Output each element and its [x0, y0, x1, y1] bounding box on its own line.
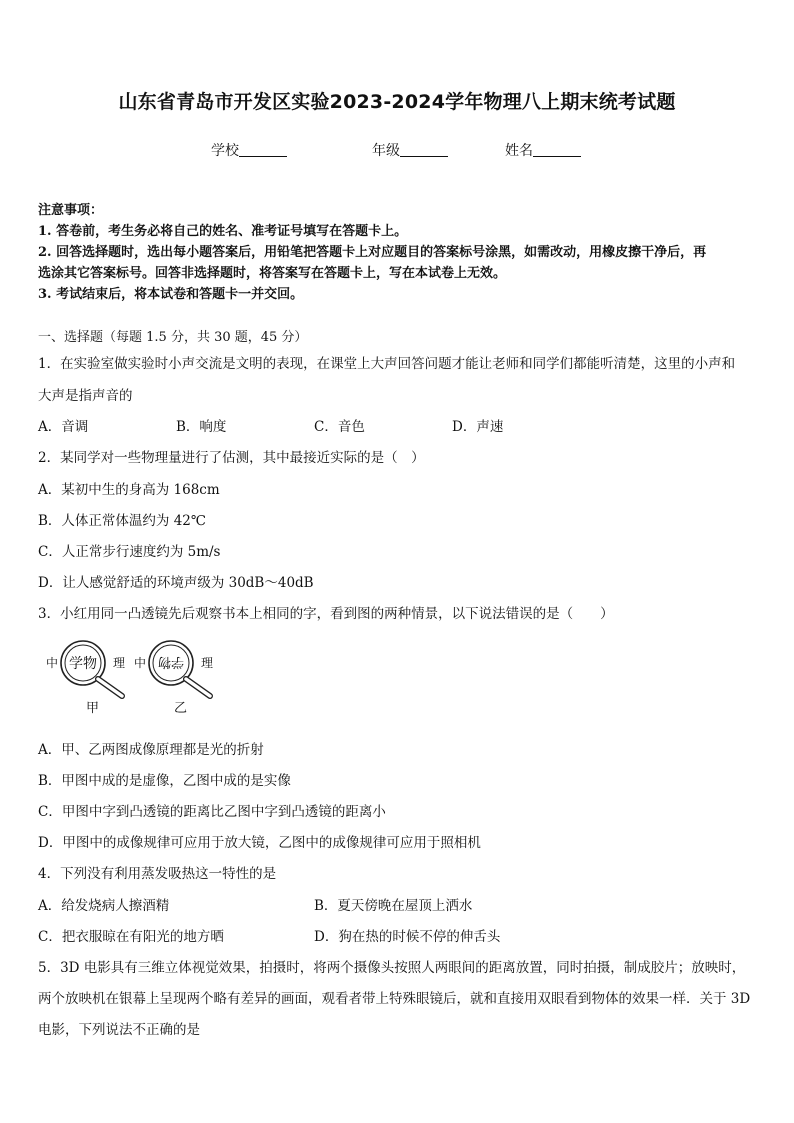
q4-option-b[interactable]: B．夏天傍晚在屋顶上洒水 [314, 898, 473, 914]
q1-option-a[interactable]: A．音调 [38, 419, 89, 435]
name-blank[interactable] [533, 142, 581, 157]
q4-option-c[interactable]: C．把衣服晾在有阳光的地方晒 [38, 929, 224, 945]
magnifier-right [134, 641, 213, 716]
grade-label: 年级 [372, 143, 400, 159]
question-5-stem-cont: 电影，下列说法不正确的是 [38, 1022, 200, 1038]
notice-heading: 注意事项： [38, 203, 104, 218]
magnifier-figure [40, 636, 230, 718]
char-outer-left: 中 [134, 656, 147, 670]
name-label: 姓名 [505, 143, 533, 159]
section-heading: 一、选择题（每题 1.5 分，共 30 题，45 分） [38, 330, 308, 345]
char-outer-left: 中 [46, 656, 59, 670]
q2-option-c[interactable]: C．人正常步行速度约为 5m/s [38, 544, 221, 560]
notice-item: 选涂其它答案标号。回答非选择题时，将答案写在答题卡上，写在本试卷上无效。 [38, 266, 507, 281]
inverted-text: 学物 [157, 654, 185, 669]
question-2-stem: 2．某同学对一些物理量进行了估测，其中最接近实际的是（ ） [38, 450, 425, 466]
q3-option-a[interactable]: A．甲、乙两图成像原理都是光的折射 [38, 742, 264, 758]
school-blank[interactable] [239, 142, 287, 157]
school-field[interactable] [211, 140, 287, 160]
q3-option-c[interactable]: C．甲图中字到凸透镜的距离比乙图中字到凸透镜的距离小 [38, 804, 386, 820]
q1-option-d[interactable]: D．声速 [452, 419, 504, 435]
q3-option-d[interactable]: D．甲图中的成像规律可应用于放大镜，乙图中的成像规律可应用于照相机 [38, 835, 481, 851]
question-1-stem-cont: 大声是指声音的 [38, 388, 133, 404]
question-5-stem-cont: 两个放映机在银幕上呈现两个略有差异的画面，观看者带上特殊眼镜后，就和直接用双眼看到物体的效果一样．关于 3D [38, 991, 751, 1007]
notice-item: 1. 答卷前，考生务必将自己的姓名、准考证号填写在答题卡上。 [38, 224, 408, 239]
grade-field[interactable] [372, 140, 448, 160]
q4-option-d[interactable]: D．狗在热的时候不停的伸舌头 [314, 929, 501, 945]
q2-option-d[interactable]: D．让人感觉舒适的环境声级为 30dB～40dB [38, 575, 314, 591]
q4-option-a[interactable]: A．给发烧病人擦酒精 [38, 898, 170, 914]
q3-option-b[interactable]: B．甲图中成的是虚像，乙图中成的是实像 [38, 773, 291, 789]
q2-option-a[interactable]: A．某初中生的身高为 168cm [38, 482, 220, 498]
q2-option-b[interactable]: B．人体正常体温约为 42℃ [38, 513, 206, 529]
char-outer-right: 理 [113, 656, 126, 670]
notice-item: 3. 考试结束后，将本试卷和答题卡一并交回。 [38, 287, 304, 302]
school-label: 学校 [211, 143, 239, 159]
exam-title: 山东省青岛市开发区实验2023-2024学年物理八上期末统考试题 [118, 91, 676, 113]
magnified-text: 学物 [69, 656, 97, 672]
name-field[interactable] [505, 140, 581, 160]
q1-option-c[interactable]: C．音色 [314, 419, 365, 435]
q1-option-b[interactable]: B．响度 [176, 419, 227, 435]
question-4-stem: 4．下列没有利用蒸发吸热这一特性的是 [38, 866, 277, 882]
question-3-stem: 3．小红用同一凸透镜先后观察书本上相同的字，看到图的两种情景，以下说法错误的是（ ） [38, 606, 614, 622]
notice-item: 2. 回答选择题时，选出每小题答案后，用铅笔把答题卡上对应题目的答案标号涂黑，如需改动，用橡皮擦干净后，再 [38, 245, 707, 260]
caption-jia: 甲 [86, 701, 100, 716]
grade-blank[interactable] [400, 142, 448, 157]
magnifier-left [46, 641, 125, 716]
question-1-stem: 1．在实验室做实验时小声交流是文明的表现，在课堂上大声回答问题才能让老师和同学们都能听清楚，这里的小声和 [38, 356, 736, 372]
caption-yi: 乙 [174, 701, 188, 716]
char-outer-right: 理 [201, 656, 214, 670]
question-5-stem: 5．3D 电影具有三维立体视觉效果，拍摄时，将两个摄像头按照人两眼间的距离放置，同时拍摄，制成胶片；放映时， [38, 960, 746, 976]
